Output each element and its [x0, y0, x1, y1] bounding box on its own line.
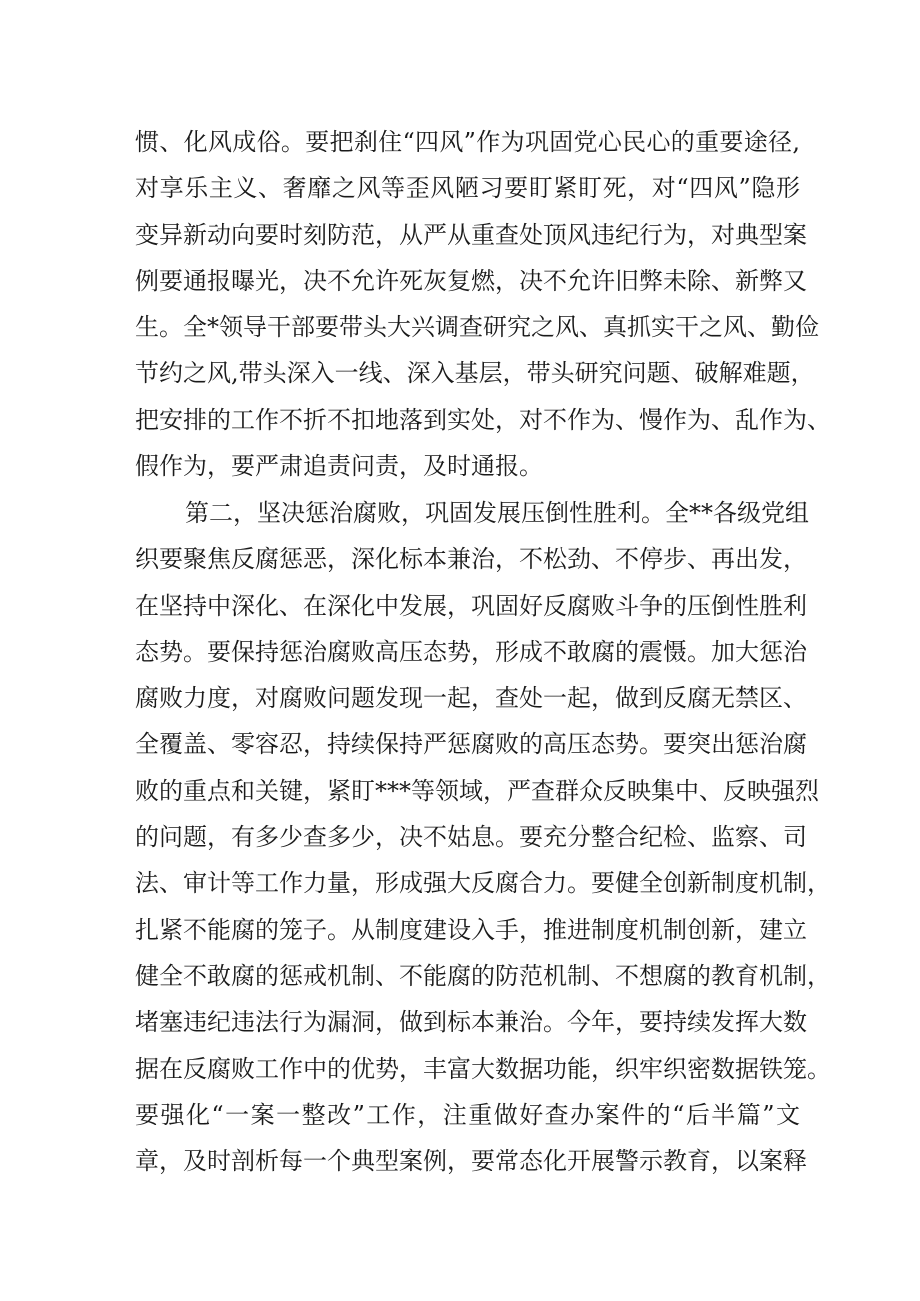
text-line: 例要通报曝光，决不允许死灰复燃，决不允许旧弊未除、新弊又 — [135, 266, 807, 295]
text-line: 败的重点和关键，紧盯***等领域，严查群众反映集中、反映强烈 — [135, 776, 819, 805]
text-line: 章，及时剖析每一个典型案例，要常态化开展警示教育，以案释 — [135, 1147, 807, 1176]
text-line: 把安排的工作不折不扣地落到实处，对不作为、慢作为、乱作为、 — [135, 405, 831, 434]
text-line: 健全不敢腐的惩戒机制、不能腐的防范机制、不想腐的教育机制， — [135, 961, 831, 990]
text-line: 在坚持中深化、在深化中发展，巩固好反腐败斗争的压倒性胜利 — [135, 591, 807, 620]
paragraph-four-winds — [135, 119, 831, 489]
text-line: 据在反腐败工作中的优势，丰富大数据功能，织牢织密数据铁笼。 — [135, 1054, 831, 1083]
text-line: 变异新动向要时刻防范，从严从重查处顶风违纪行为，对典型案 — [135, 220, 807, 249]
text-line: 节约之风,带头深入一线、深入基层，带头研究问题、破解难题， — [135, 359, 815, 388]
text-line: 第二，坚决惩治腐败，巩固发展压倒性胜利。全**各级党组 — [185, 499, 809, 527]
text-line: 堵塞违纪违法行为漏洞，做到标本兼治。今年，要持续发挥大数 — [135, 1008, 807, 1037]
text-line: 生。全*领导干部要带头大兴调查研究之风、真抓实干之风、勤俭 — [135, 313, 819, 342]
text-line: 扎紧不能腐的笼子。从制度建设入手，推进制度机制创新，建立 — [135, 915, 807, 944]
text-line: 惯、化风成俗。要把刹住“四风”作为巩固党心民心的重要途径, — [135, 128, 800, 156]
text-line: 全覆盖、零容忍，持续保持严惩腐败的高压态势。要突出惩治腐 — [135, 730, 807, 759]
text-line: 的问题，有多少查多少，决不姑息。要充分整合纪检、监察、司 — [135, 823, 807, 852]
text-line: 态势。要保持惩治腐败高压态势，形成不敢腐的震慑。加大惩治 — [135, 637, 807, 666]
text-line: 假作为，要严肃追责问责，及时通报。 — [135, 452, 543, 481]
text-line: 法、审计等工作力量，形成强大反腐合力。要健全创新制度机制， — [135, 869, 831, 898]
paragraph-anti-corruption — [135, 490, 831, 1184]
text-line: 对享乐主义、奢靡之风等歪风陋习要盯紧盯死，对“四风”隐形 — [135, 174, 800, 203]
text-line: 腐败力度，对腐败问题发现一起，查处一起，做到反腐无禁区、 — [135, 684, 807, 713]
text-line: 织要聚焦反腐惩恶，深化标本兼治，不松劲、不停步、再出发， — [135, 545, 807, 574]
text-line: 要强化“一案一整改”工作，注重做好查办案件的“后半篇”文 — [135, 1100, 800, 1129]
